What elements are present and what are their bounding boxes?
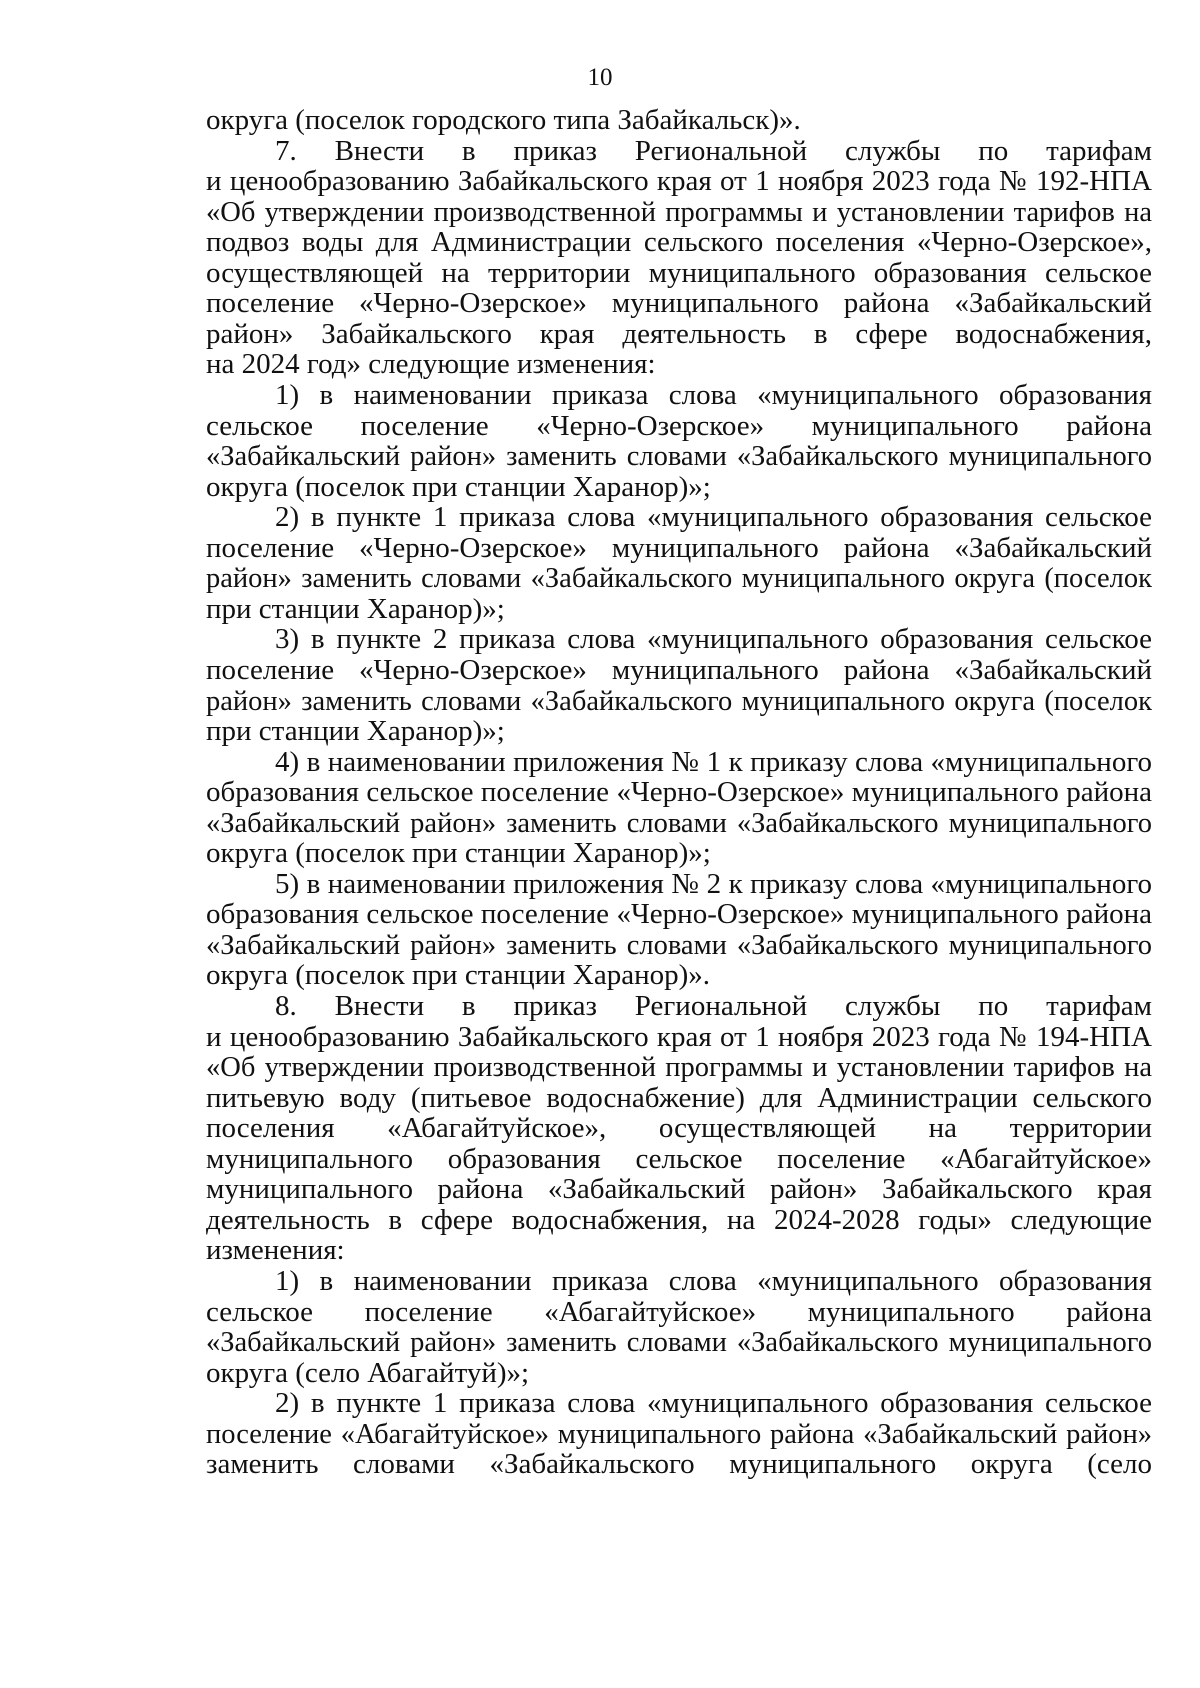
text-line: поселение «Черно-Озерское» муниципального района «Забайкальский [206, 287, 1152, 320]
text-line: район» заменить словами «Забайкальского муниципального округа (поселок [206, 685, 1152, 717]
text-line: «Забайкальский район» заменить словами «Забайкальского муниципального [206, 929, 1152, 961]
text-line: 2) в пункте 1 приказа слова «муниципального образования сельское [275, 1387, 1152, 1420]
text-line: образования сельское поселение «Черно-Озерское» муниципального района [206, 776, 1152, 809]
text-line: муниципального образования сельское поселение «Абагайтуйское» [206, 1142, 1152, 1175]
text-line: и ценообразованию Забайкальского края от 1 ноября 2023 года № 194-НПА [206, 1020, 1152, 1053]
page-number: 10 [587, 64, 613, 91]
text-line: осуществляющей на территории муниципального образования сельское [206, 256, 1152, 289]
text-line: округа (поселок городского типа Забайкальск)». [206, 104, 801, 136]
text-line: 1) в наименовании приказа слова «муниципального образования [275, 1264, 1152, 1297]
text-line: «Об утверждении производственной программы и установлении тарифов на [206, 196, 1152, 228]
text-line: изменения: [206, 1234, 345, 1267]
text-line: 5) в наименовании приложения № 2 к приказу слова «муниципального [275, 867, 1152, 900]
text-line: поселения «Абагайтуйское», осуществляющей на территории [206, 1112, 1152, 1145]
text-line: поселение «Абагайтуйское» муниципального района «Забайкальский район» [206, 1418, 1152, 1450]
text-line: «Забайкальский район» заменить словами «Забайкальского муниципального [206, 441, 1152, 473]
text-line: деятельность в сфере водоснабжения, на 2024-2028 годы» следующие [206, 1203, 1152, 1236]
text-line: «Забайкальский район» заменить словами «Забайкальского муниципального [206, 1327, 1152, 1358]
text-line: 4) в наименовании приложения № 1 к приказу слова «муниципального [275, 745, 1152, 778]
text-line: округа (село Абагайтуй)»; [206, 1356, 530, 1389]
text-line: 2) в пункте 1 приказа слова «муниципального образования сельское [275, 501, 1152, 534]
text-line: 7. Внести в приказ Региональной службы по тарифам [275, 134, 1152, 167]
text-line: округа (поселок при станции Харанор)»; [206, 470, 711, 503]
text-line: питьевую воду (питьевое водоснабжение) для Администрации сельского [206, 1081, 1152, 1114]
text-line: район» заменить словами «Забайкальского муниципального округа (поселок [206, 563, 1152, 595]
text-line: и ценообразованию Забайкальского края от 1 ноября 2023 года № 192-НПА [206, 165, 1152, 198]
text-line: подвоз воды для Администрации сельского поселения «Черно-Озерское», [206, 226, 1152, 259]
text-line: «Забайкальский район» заменить словами «Забайкальского муниципального [206, 807, 1152, 839]
text-line: «Об утверждении производственной программы и установлении тарифов на [206, 1052, 1152, 1084]
text-line: поселение «Черно-Озерское» муниципального района «Забайкальский [206, 531, 1152, 564]
text-line: образования сельское поселение «Черно-Озерское» муниципального района [206, 898, 1152, 931]
text-line: округа (поселок при станции Харанор)»; [206, 837, 711, 870]
text-line: муниципального района «Забайкальский район» Забайкальского края [206, 1173, 1152, 1206]
text-line: на 2024 год» следующие изменения: [206, 348, 656, 381]
text-line: 8. Внести в приказ Региональной службы по тарифам [275, 990, 1152, 1022]
text-line: округа (поселок при станции Харанор)». [206, 959, 711, 992]
text-line: при станции Харанор)»; [206, 715, 505, 747]
text-line: 1) в наименовании приказа слова «муниципального образования [275, 378, 1152, 411]
text-line: при станции Харанор)»; [206, 592, 505, 625]
text-line: 3) в пункте 2 приказа слова «муниципального образования сельское [275, 623, 1152, 656]
text-line: заменить словами «Забайкальского муниципального округа (село [206, 1448, 1152, 1481]
text-line: сельское поселение «Черно-Озерское» муниципального района [206, 409, 1152, 442]
text-line: район» Забайкальского края деятельность в сфере водоснабжения, [206, 317, 1152, 350]
text-line: поселение «Черно-Озерское» муниципального района «Забайкальский [206, 653, 1152, 686]
text-line: сельское поселение «Абагайтуйское» муниципального района [206, 1295, 1152, 1328]
